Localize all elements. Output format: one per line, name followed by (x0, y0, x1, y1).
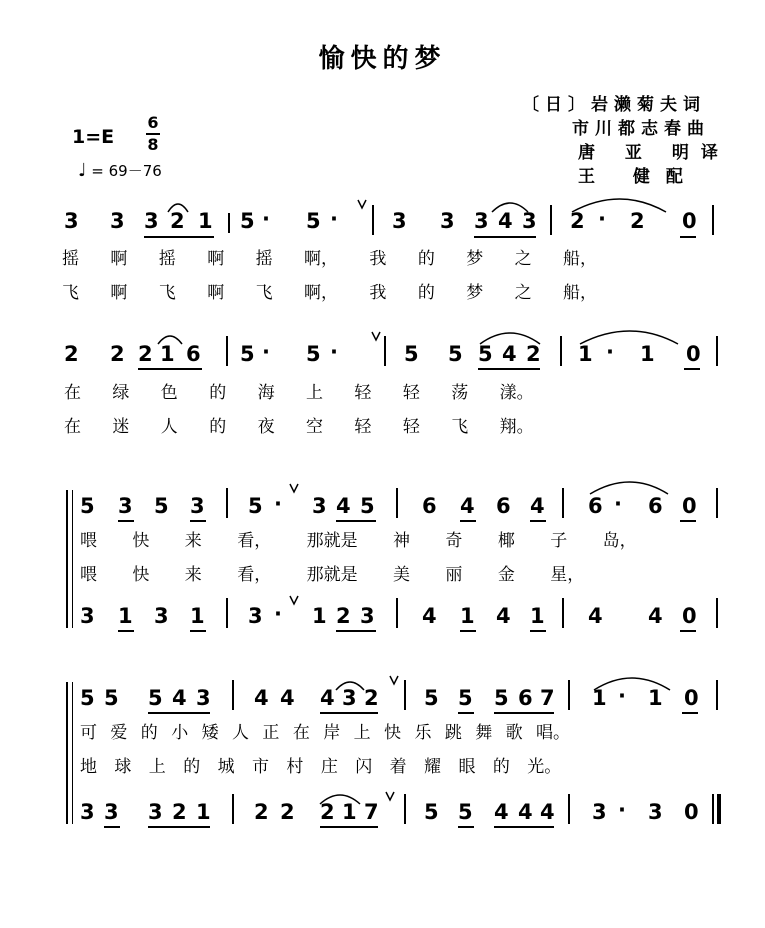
credit-role: 配 (665, 167, 699, 187)
note: 4 (588, 604, 603, 628)
breath-mark (372, 332, 380, 340)
dot: · (274, 602, 282, 626)
key-signature: 1=E (72, 126, 115, 148)
note: 3 (312, 494, 327, 518)
lyrics-verse-2: 飞 啊 飞 啊 飞 啊， 我 的 梦 之 船， (62, 283, 598, 303)
note: 3 (104, 800, 119, 824)
note: 1 (312, 604, 327, 628)
lyrics-verse-1: 喂 快 来 看， 那就是 神 奇 椰 子 岛， (80, 531, 637, 551)
credit-role: 词 (683, 95, 706, 115)
note: 1 (648, 686, 663, 710)
note: 6 (648, 494, 663, 518)
note: 5 (154, 494, 169, 518)
credit-role: 曲 (687, 119, 710, 139)
note: 4 (254, 686, 269, 710)
note: 1 (592, 686, 607, 710)
note: 0 (684, 686, 699, 710)
note: 1 (460, 604, 475, 628)
breath-mark (390, 676, 398, 684)
note: 3 (154, 604, 169, 628)
note: 1 (640, 342, 655, 366)
note: 6 (496, 494, 511, 518)
note: 4 (320, 686, 335, 710)
note: 1 (196, 800, 211, 824)
lyrics-verse-2: 地 球 上 的 城 市 村 庄 闪 着 耀 眼 的 光。 (80, 757, 562, 777)
dot: · (330, 207, 338, 231)
note: 3 (592, 800, 607, 824)
note: 5 (424, 686, 439, 710)
slur (168, 204, 188, 212)
note: 3 (118, 494, 133, 518)
quarter-note-icon: ♩ (78, 160, 87, 181)
song-title: 愉快的梦 (318, 44, 447, 74)
slur (572, 199, 666, 212)
note: 5 (478, 342, 493, 366)
note: 4 (518, 800, 533, 824)
note: 3 (148, 800, 163, 824)
note: 4 (530, 494, 545, 518)
slur (580, 331, 678, 344)
note: 2 (254, 800, 269, 824)
dot: · (606, 340, 614, 364)
note: 4 (494, 800, 509, 824)
note: 1 (342, 800, 357, 824)
note: 5 (458, 800, 473, 824)
note: 4 (460, 494, 475, 518)
note: 5 (306, 342, 321, 366)
note: 3 (342, 686, 357, 710)
note: 4 (502, 342, 517, 366)
note: 2 (170, 209, 185, 233)
dot: · (614, 492, 622, 516)
note: 3 (190, 494, 205, 518)
note: 5 (80, 494, 95, 518)
note: 2 (336, 604, 351, 628)
note: 5 (240, 342, 255, 366)
credit-name: 市川都志春 (572, 119, 687, 139)
note: 3 (392, 209, 407, 233)
note: 3 (144, 209, 159, 233)
note: 3 (522, 209, 537, 233)
note: 7 (364, 800, 379, 824)
note: 5 (494, 686, 509, 710)
slur (492, 203, 528, 212)
credit-prefix: 〔日〕 (522, 95, 591, 115)
note: 4 (280, 686, 295, 710)
note: 2 (172, 800, 187, 824)
note: 0 (682, 209, 697, 233)
lyrics-verse-1: 可 爱 的 小 矮 人 正 在 岸 上 快 乐 跳 舞 歌 唱。 (80, 723, 571, 743)
note: 0 (686, 342, 701, 366)
note: 6 (186, 342, 201, 366)
note: 3 (110, 209, 125, 233)
note: 3 (440, 209, 455, 233)
note: 4 (172, 686, 187, 710)
note: 2 (570, 209, 585, 233)
note: 3 (80, 604, 95, 628)
note: 3 (248, 604, 263, 628)
credit-name: 王 健 (578, 167, 666, 187)
breath-mark (358, 200, 366, 208)
dot: · (618, 798, 626, 822)
dot: · (262, 207, 270, 231)
note: 3 (648, 800, 663, 824)
dot: · (262, 340, 270, 364)
credit-role: 译 (700, 143, 730, 163)
lyrics-verse-1: 在 绿 色 的 海 上 轻 轻 荡 漾。 (64, 383, 534, 403)
slur (590, 482, 668, 494)
note: 0 (684, 800, 699, 824)
note: 5 (80, 686, 95, 710)
note: 7 (540, 686, 555, 710)
note: 6 (518, 686, 533, 710)
note: 5 (104, 686, 119, 710)
tempo-value: = 69－76 (91, 162, 162, 180)
slur (320, 795, 360, 804)
lyrics-verse-2: 喂 快 来 看， 那就是 美 丽 金 星， (80, 565, 585, 585)
credit-name: 唐 亚 明 (578, 143, 701, 163)
note: 4 (496, 604, 511, 628)
lyrics-verse-2: 在 迷 人 的 夜 空 轻 轻 飞 翔。 (64, 417, 534, 437)
note: 5 (148, 686, 163, 710)
breath-mark (386, 792, 394, 800)
note: 3 (474, 209, 489, 233)
note: 2 (630, 209, 645, 233)
note: 1 (118, 604, 133, 628)
slur (594, 678, 670, 690)
slur (158, 336, 182, 344)
breath-mark (290, 484, 298, 492)
dot: · (618, 684, 626, 708)
dot: · (330, 340, 338, 364)
note: 4 (336, 494, 351, 518)
note: 1 (160, 342, 175, 366)
dot: · (274, 492, 282, 516)
dot: · (598, 207, 606, 231)
note: 3 (80, 800, 95, 824)
note: 1 (530, 604, 545, 628)
note: 6 (588, 494, 603, 518)
note: 5 (306, 209, 321, 233)
note: 4 (540, 800, 555, 824)
note: 5 (360, 494, 375, 518)
note: 2 (320, 800, 335, 824)
note: 5 (448, 342, 463, 366)
note: 4 (422, 604, 437, 628)
time-sig-bottom: 8 (147, 135, 159, 154)
note: 4 (498, 209, 513, 233)
note: 0 (682, 494, 697, 518)
note: 3 (64, 209, 79, 233)
note: 4 (648, 604, 663, 628)
note: 2 (526, 342, 541, 366)
note: 6 (422, 494, 437, 518)
note: 3 (196, 686, 211, 710)
note: 2 (64, 342, 79, 366)
note: 1 (198, 209, 213, 233)
note: 5 (424, 800, 439, 824)
note: 0 (682, 604, 697, 628)
note: 3 (360, 604, 375, 628)
credit-name: 岩濑菊夫 (591, 95, 683, 115)
note: 1 (190, 604, 205, 628)
breath-mark (290, 596, 298, 604)
lyrics-verse-1: 摇 啊 摇 啊 摇 啊， 我 的 梦 之 船， (62, 249, 598, 269)
note: 2 (138, 342, 153, 366)
time-sig-top: 6 (147, 113, 159, 132)
note: 2 (364, 686, 379, 710)
note: 5 (404, 342, 419, 366)
note: 5 (458, 686, 473, 710)
slur (480, 333, 540, 344)
note: 5 (240, 209, 255, 233)
note: 5 (248, 494, 263, 518)
slur (336, 682, 364, 690)
note: 1 (578, 342, 593, 366)
note: 2 (110, 342, 125, 366)
note: 2 (280, 800, 295, 824)
